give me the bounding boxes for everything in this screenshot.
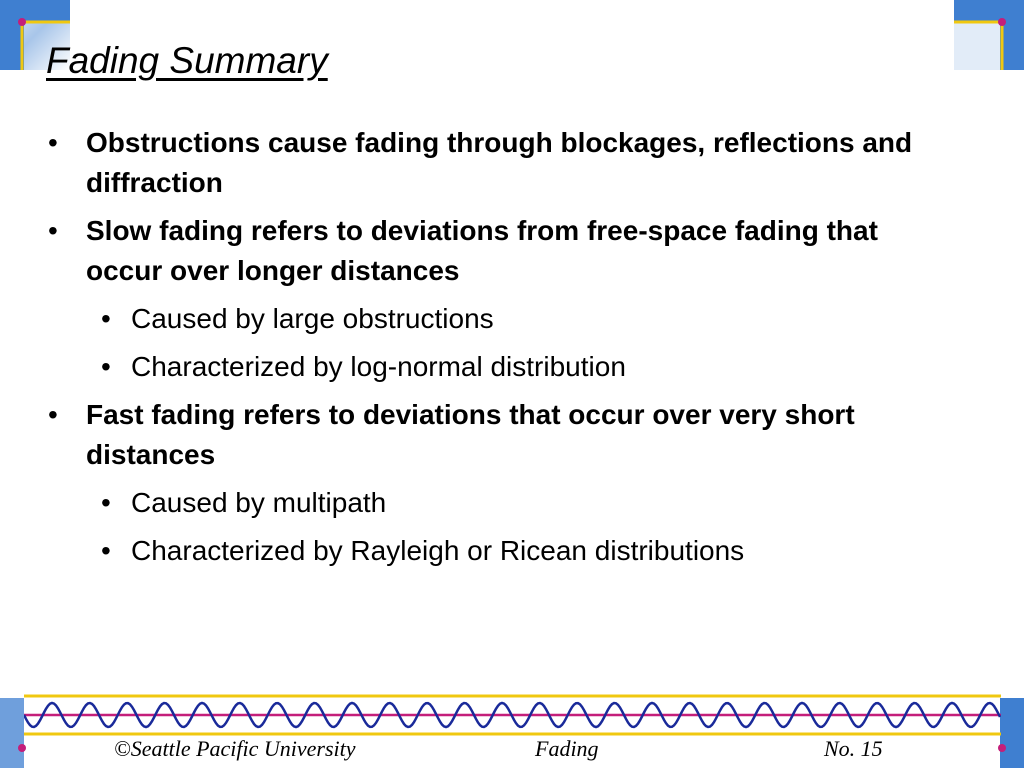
subbullet-multipath: • Caused by multipath	[48, 483, 948, 523]
bullet-fast-fading: • Fast fading refers to deviations that occur over very short distances	[48, 395, 948, 475]
corner-decoration-top-right	[954, 0, 1024, 70]
subbullet-log-normal: • Characterized by log-normal distribution	[48, 347, 948, 387]
footer-copyright: ©Seattle Pacific University	[114, 736, 356, 761]
wave-band-decoration	[24, 693, 1001, 737]
bullet-slow-fading: • Slow fading refers to deviations from free-space fading that occur over longer distances	[48, 211, 948, 291]
subbullet-large-obstructions: • Caused by large obstructions	[48, 299, 948, 339]
footer-topic: Fading	[535, 736, 599, 761]
footer-page-number: No. 15	[824, 736, 883, 761]
bullet-obstructions: • Obstructions cause fading through blockages, reflections and diffraction	[48, 123, 948, 203]
bullet-list	[48, 123, 948, 579]
subbullet-rayleigh-ricean: • Characterized by Rayleigh or Ricean distributions	[48, 531, 948, 571]
slide-title: Fading Summary	[46, 40, 328, 81]
